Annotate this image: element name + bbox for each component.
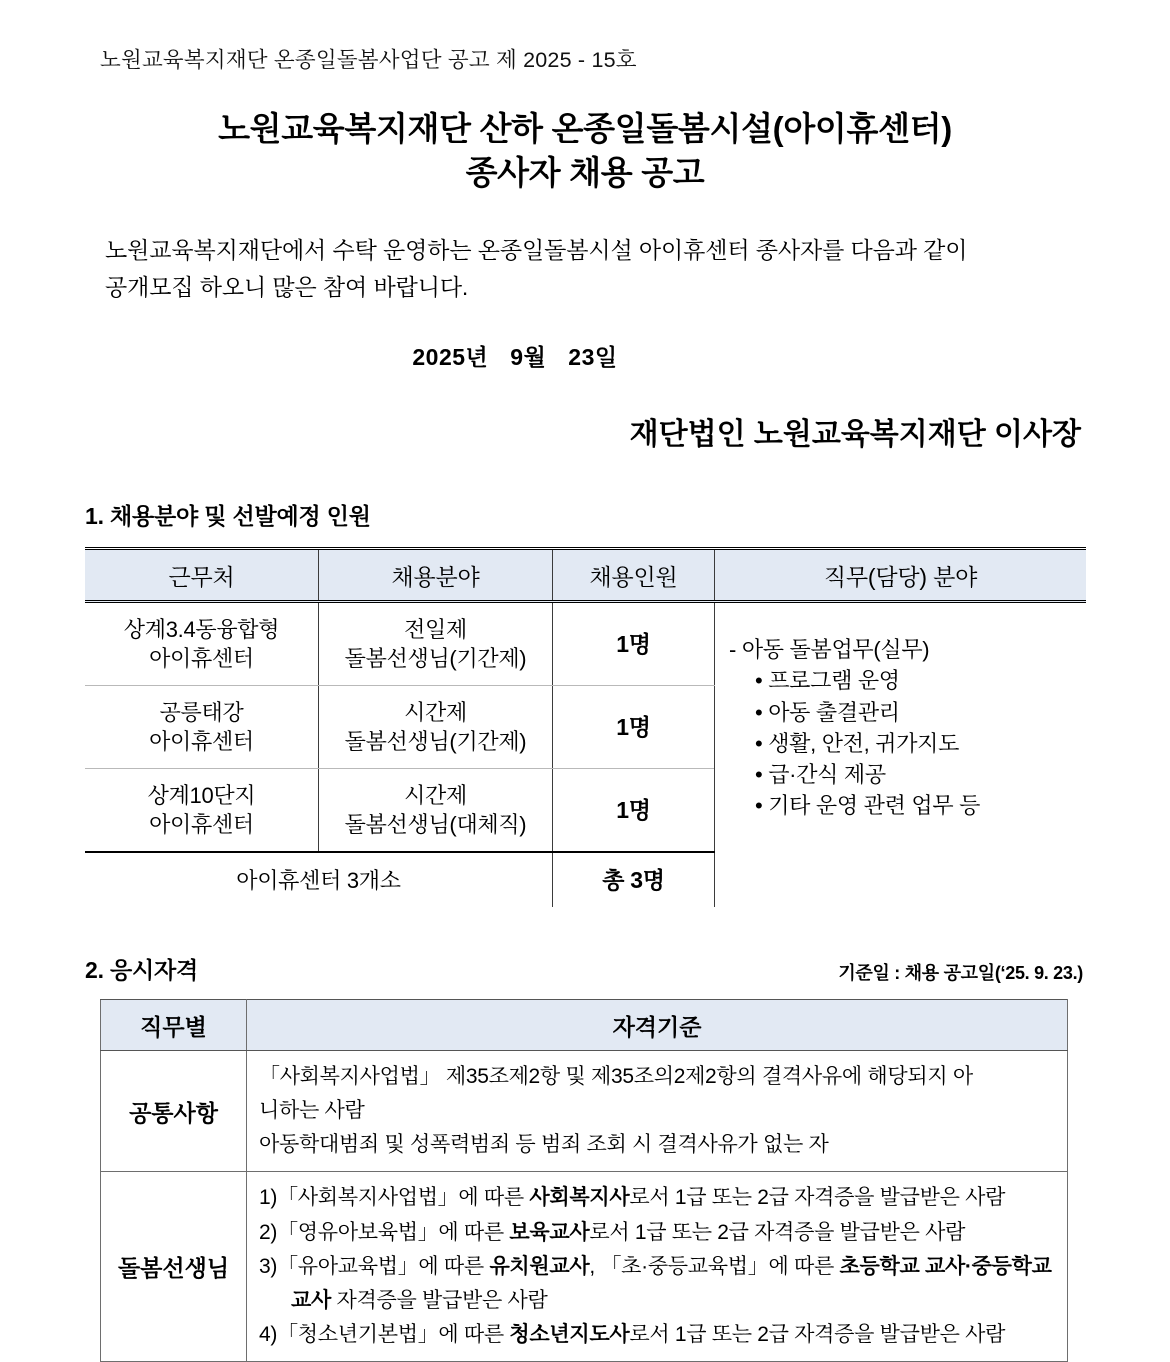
item-number: 4) bbox=[259, 1322, 278, 1346]
item-pre: 「사회복지사업법」에 따른 bbox=[277, 1186, 530, 1210]
date-month: 9월 bbox=[510, 344, 547, 371]
field-line-2: 돌봄선생님(대체직) bbox=[344, 812, 527, 838]
item-strong: 유치원교사 bbox=[489, 1254, 590, 1278]
col-header-workplace: 근무처 bbox=[85, 549, 319, 602]
intro-line-2: 공개모집 하오니 많은 참여 바랍니다. bbox=[105, 274, 469, 300]
cell-field bbox=[319, 769, 553, 853]
total-blank-cell bbox=[715, 852, 1087, 907]
table-row bbox=[85, 602, 1086, 686]
recruitment-table bbox=[85, 547, 1086, 907]
cell-common-criteria bbox=[247, 1051, 1068, 1172]
item-post: 로서 1급 또는 2급 자격증을 발급받은 사람 bbox=[629, 1322, 1006, 1346]
item-post: 로서 1급 또는 2급 자격증을 발급받은 사람 bbox=[589, 1220, 966, 1244]
criteria-line: 아동학대범죄 및 성폭력범죄 등 범죄 조회 시 결격사유가 없는 자 bbox=[259, 1133, 829, 1157]
continuation-strong: 교사 bbox=[291, 1288, 331, 1312]
workplace-line-2: 아이휴센터 bbox=[149, 646, 254, 672]
field-line-2: 돌봄선생님(기간제) bbox=[344, 729, 527, 755]
workplace-line-2: 아이휴센터 bbox=[149, 812, 254, 838]
col-header-duty: 직무(담당) 분야 bbox=[715, 549, 1087, 602]
workplace-line-1: 공릉태강 bbox=[159, 700, 244, 726]
total-count: 총 3명 bbox=[553, 852, 715, 907]
duty-item: • 생활, 안전, 귀가지도 bbox=[755, 730, 960, 756]
criteria-item bbox=[259, 1216, 1061, 1250]
item-pre: 「영유아보육법」에 따른 bbox=[277, 1220, 510, 1244]
cell-count: 1명 bbox=[553, 602, 715, 686]
criteria-item bbox=[259, 1181, 1061, 1215]
item-number: 1) bbox=[259, 1186, 278, 1210]
item-post: 로서 1급 또는 2급 자격증을 발급받은 사람 bbox=[629, 1186, 1006, 1210]
table-row bbox=[101, 1172, 1068, 1361]
duty-heading: - 아동 돌봄업무(실무) bbox=[729, 637, 930, 663]
section-2-note: 기준일 : 채용 공고일(‘25. 9. 23.) bbox=[838, 963, 1083, 984]
cell-workplace bbox=[85, 686, 319, 769]
signer: 재단법인 노원교육복지재단 이사장 bbox=[629, 418, 1081, 452]
duty-item: • 급·간식 제공 bbox=[755, 762, 886, 788]
document-number: 노원교육복지재단 온종일돌봄사업단 공고 제 2025 - 15호 bbox=[100, 48, 637, 72]
col-header-count: 채용인원 bbox=[553, 549, 715, 602]
field-line-1: 시간제 bbox=[404, 700, 467, 726]
cell-teacher-criteria bbox=[247, 1172, 1068, 1361]
duty-item: • 기타 운영 관련 업무 등 bbox=[755, 793, 981, 819]
total-label: 아이휴센터 3개소 bbox=[85, 852, 553, 907]
item-strong-2: 초등학교 교사·중등학교 bbox=[839, 1254, 1052, 1278]
item-strong: 사회복지사 bbox=[529, 1186, 630, 1210]
announcement-date bbox=[85, 339, 1085, 372]
row-label-teacher: 돌봄선생님 bbox=[101, 1172, 247, 1361]
table-header-row bbox=[85, 549, 1086, 602]
criteria-line: 「사회복지사업법」 제35조제2항 및 제35조의2제2항의 결격사유에 해당되지 아 bbox=[259, 1065, 973, 1089]
criteria-item bbox=[259, 1318, 1061, 1352]
workplace-line-1: 상계3.4동융합형 bbox=[123, 617, 280, 643]
cell-count: 1명 bbox=[553, 686, 715, 769]
table-total-row bbox=[85, 852, 1086, 907]
section-1-title: 1. 채용분야 및 선발예정 인원 bbox=[85, 503, 371, 530]
table-header-row bbox=[101, 1000, 1068, 1051]
title-line-1: 노원교육복지재단 산하 온종일돌봄시설(아이휴센터) bbox=[218, 110, 952, 147]
item-post: , 「초·중등교육법」에 따른 bbox=[589, 1254, 840, 1278]
col-header-criteria: 자격기준 bbox=[247, 1000, 1068, 1051]
date-year: 2025년 bbox=[412, 344, 489, 371]
date-day: 23일 bbox=[568, 344, 618, 371]
item-number: 2) bbox=[259, 1220, 278, 1244]
eligibility-table bbox=[100, 999, 1068, 1361]
section-1-heading bbox=[85, 498, 1085, 531]
cell-workplace bbox=[85, 769, 319, 853]
workplace-line-2: 아이휴센터 bbox=[149, 729, 254, 755]
section-2-heading bbox=[85, 952, 1085, 985]
field-line-2: 돌봄선생님(기간제) bbox=[344, 646, 527, 672]
field-line-1: 시간제 bbox=[404, 783, 467, 809]
workplace-line-1: 상계10단지 bbox=[147, 783, 256, 809]
criteria-item-continuation bbox=[259, 1284, 1061, 1318]
col-header-job-type: 직무별 bbox=[101, 1000, 247, 1051]
cell-workplace bbox=[85, 602, 319, 686]
intro-paragraph bbox=[105, 232, 1081, 307]
criteria-item bbox=[259, 1250, 1061, 1284]
title-line-2: 종사자 채용 공고 bbox=[465, 153, 705, 191]
cell-count: 1명 bbox=[553, 769, 715, 853]
col-header-field: 채용분야 bbox=[319, 549, 553, 602]
continuation-post: 자격증을 발급받은 사람 bbox=[330, 1288, 548, 1312]
duty-item: • 프로그램 운영 bbox=[755, 668, 900, 694]
cell-field bbox=[319, 602, 553, 686]
field-line-1: 전일제 bbox=[404, 617, 467, 643]
section-2-title: 2. 응시자격 bbox=[85, 957, 199, 984]
table-row bbox=[101, 1051, 1068, 1172]
item-strong: 보육교사 bbox=[509, 1220, 590, 1244]
row-label-common: 공통사항 bbox=[101, 1051, 247, 1172]
criteria-line: 니하는 사람 bbox=[259, 1099, 365, 1123]
cell-duty bbox=[715, 602, 1087, 853]
duty-item: • 아동 출결관리 bbox=[755, 699, 900, 725]
document-title bbox=[85, 107, 1085, 195]
item-pre: 「청소년기본법」에 따른 bbox=[277, 1322, 510, 1346]
item-strong: 청소년지도사 bbox=[509, 1322, 630, 1346]
item-pre: 「유아교육법」에 따른 bbox=[277, 1254, 490, 1278]
cell-field bbox=[319, 686, 553, 769]
intro-line-1: 노원교육복지재단에서 수탁 운영하는 온종일돌봄시설 아이휴센터 종사자를 다음과 같이 bbox=[105, 236, 968, 263]
item-number: 3) bbox=[259, 1254, 278, 1278]
